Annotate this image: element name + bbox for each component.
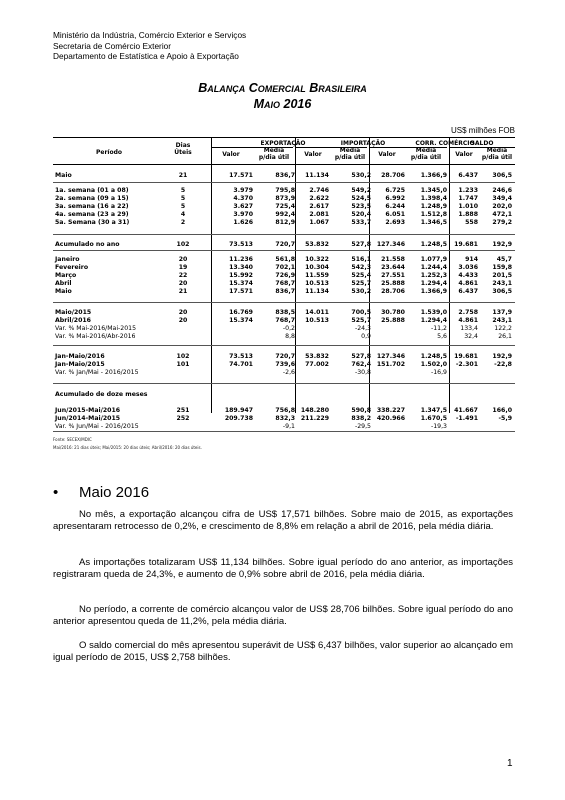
table-row [53, 272, 515, 280]
document-title [0, 81, 565, 112]
media-saldo-line2: p/dia útil [481, 154, 513, 161]
period-cell: Var. % Mai-2016/Abr-2016 [55, 333, 136, 340]
days-cell: 252 [176, 415, 190, 422]
balance-value-cell: -2.301 [455, 361, 478, 368]
trade-avg-cell: 1.398,4 [420, 195, 447, 202]
export-value-cell: 15.374 [229, 280, 253, 287]
days-cell: 20 [178, 309, 188, 316]
header-dias-line1: Dias [175, 142, 191, 149]
balance-value-cell: 558 [465, 219, 478, 226]
export-value-cell: 4.370 [233, 195, 253, 202]
header-dias [163, 142, 203, 156]
header-media-exp [253, 147, 295, 161]
import-avg-cell: 530,2 [351, 172, 371, 179]
balance-value-cell: 1.233 [458, 187, 478, 194]
balance-value-cell: 6.437 [458, 172, 478, 179]
row-group-separator [53, 302, 515, 303]
days-cell: 5 [180, 203, 186, 210]
import-value-cell: 14.011 [305, 309, 329, 316]
import-value-cell: 148.280 [300, 407, 329, 414]
balance-value-cell: 19.681 [454, 353, 478, 360]
balance-avg-cell: 306,5 [492, 172, 512, 179]
period-cell: Var. % Jan/Mai - 2016/2015 [55, 369, 139, 376]
import-avg-cell: 525,4 [351, 272, 371, 279]
export-value-cell: 13.340 [229, 264, 253, 271]
header-exportacao: EXPORTAÇÃO [260, 140, 306, 147]
balance-avg-cell: -22,8 [494, 361, 512, 368]
import-avg-cell: 527,8 [351, 353, 371, 360]
trade-avg-cell: 1.248,5 [420, 353, 447, 360]
table-row [53, 187, 515, 195]
trade-avg-cell: -11,2 [430, 325, 447, 332]
trade-value-cell: 6.051 [385, 211, 405, 218]
export-value-cell: 74.701 [229, 361, 253, 368]
secretariat-name: Secretaria de Comércio Exterior [53, 40, 172, 51]
row-group-separator [53, 383, 515, 384]
balance-avg-cell: 279,2 [492, 219, 512, 226]
export-avg-cell: 726,9 [275, 272, 295, 279]
trade-value-cell: 127.346 [376, 241, 405, 248]
import-avg-cell: 542,3 [351, 264, 371, 271]
trade-avg-cell: 1.347,5 [420, 407, 447, 414]
import-value-cell: 53.832 [305, 353, 329, 360]
media-exp-line2: p/dia útil [258, 154, 290, 161]
days-cell: 101 [176, 361, 190, 368]
media-corr-line2: p/dia útil [410, 154, 442, 161]
import-avg-cell: -30,8 [354, 369, 371, 376]
export-value-cell: 3.970 [233, 211, 253, 218]
trade-avg-cell: -16,9 [430, 369, 447, 376]
period-cell: Acumulado no ano [55, 241, 120, 248]
header-media-imp [329, 147, 371, 161]
header-corrente: CORR. COMÉRCIO [415, 140, 475, 147]
export-avg-cell: 756,8 [275, 407, 295, 414]
import-value-cell: 10.513 [305, 280, 329, 287]
import-avg-cell: 525,7 [351, 280, 371, 287]
table-top-border [53, 137, 515, 138]
table-row [53, 391, 515, 399]
row-group-separator [53, 345, 515, 346]
header-dias-line2: Úteis [174, 149, 192, 156]
period-cell: 1a. semana (01 a 08) [55, 187, 129, 194]
days-cell: 102 [176, 241, 190, 248]
media-imp-line1: Média [339, 147, 361, 154]
balance-value-cell: -1.491 [455, 415, 478, 422]
trade-value-cell: 6.244 [385, 203, 405, 210]
export-avg-cell: 836,7 [275, 172, 295, 179]
import-avg-cell: 520,4 [351, 211, 371, 218]
import-avg-cell: 700,5 [351, 309, 371, 316]
balance-avg-cell: 349,4 [492, 195, 512, 202]
export-avg-cell: 561,8 [275, 256, 295, 263]
period-cell: Abril [55, 280, 72, 287]
export-value-cell: 15.374 [229, 317, 253, 324]
trade-value-cell: 25.888 [381, 280, 405, 287]
balance-value-cell: 4.433 [458, 272, 478, 279]
trade-avg-cell: 1.539,0 [420, 309, 447, 316]
paragraph-importacao: As importações totalizaram US$ 11,134 bilhões. Sobre igual período do ano anterior, as importações registraram queda de 24,3%, e aumento de 0,9% sobre abril de 2016, pela média diária. [53, 557, 513, 580]
table-row [53, 333, 515, 341]
import-avg-cell: -24,3 [354, 325, 371, 332]
export-value-cell: 3.979 [233, 187, 253, 194]
paragraph-corrente: No período, a corrente de comércio alcançou valor de US$ 28,706 bilhões. Sobre igual período do ano anterior apresentou queda de 11,2%, pela média diária. [53, 604, 513, 627]
table-row [53, 195, 515, 203]
import-avg-cell: 0,9 [361, 333, 371, 340]
import-value-cell: 1.067 [309, 219, 329, 226]
trade-avg-cell: 1.077,9 [420, 256, 447, 263]
export-avg-cell: 768,7 [275, 317, 295, 324]
import-value-cell: 10.322 [305, 256, 329, 263]
days-cell: 5 [180, 195, 186, 202]
days-cell: 2 [180, 219, 186, 226]
table-row [53, 317, 515, 325]
table-row [53, 264, 515, 272]
trade-avg-cell: 1.502,0 [420, 361, 447, 368]
table-row [53, 369, 515, 377]
period-cell: Fevereiro [55, 264, 89, 271]
table-row [53, 415, 515, 423]
trade-value-cell: 6.992 [385, 195, 405, 202]
import-avg-cell: 549,2 [351, 187, 371, 194]
trade-avg-cell: 1.512,8 [420, 211, 447, 218]
paragraph-exportacao: No mês, a exportação alcançou cifra de US$ 17,571 bilhões. Sobre maio de 2015, as exportações apresentaram retrocesso de 0,2%, e crescimento de 8,8% em relação a abril de 2016, pela média diária. [53, 509, 513, 532]
export-value-cell: 189.947 [224, 407, 253, 414]
balance-avg-cell: 243,1 [492, 280, 512, 287]
title-line-1: Balança Comercial Brasileira [198, 81, 367, 95]
trade-value-cell: 338.227 [376, 407, 405, 414]
trade-value-cell: 151.702 [376, 361, 405, 368]
balance-value-cell: 1.888 [458, 211, 478, 218]
days-cell: 5 [180, 187, 186, 194]
table-row [53, 407, 515, 415]
period-cell: 3a. semana (16 a 22) [55, 203, 129, 210]
media-exp-line1: Média [263, 147, 285, 154]
export-avg-cell: 768,7 [275, 280, 295, 287]
row-group-separator [53, 431, 515, 432]
table-row [53, 353, 515, 361]
header-bottom-border [53, 164, 515, 165]
balance-avg-cell: 26,1 [498, 333, 512, 340]
balance-value-cell: 41.667 [454, 407, 478, 414]
header-valor-imp: Valor [304, 151, 322, 158]
trade-value-cell: 27.551 [381, 272, 405, 279]
export-value-cell: 3.627 [233, 203, 253, 210]
export-value-cell: 11.236 [229, 256, 253, 263]
trade-value-cell: 30.780 [381, 309, 405, 316]
days-cell: 20 [178, 256, 188, 263]
trade-value-cell: 23.644 [381, 264, 405, 271]
balance-avg-cell: 306,5 [492, 288, 512, 295]
balance-avg-cell: 246,6 [492, 187, 512, 194]
balance-avg-cell: 243,1 [492, 317, 512, 324]
balance-value-cell: 2.758 [458, 309, 478, 316]
export-value-cell: 73.513 [229, 353, 253, 360]
table-row [53, 256, 515, 264]
import-value-cell: 211.229 [300, 415, 329, 422]
balance-avg-cell: 45,7 [496, 256, 512, 263]
table-row [53, 423, 515, 431]
import-avg-cell: 516,1 [351, 256, 371, 263]
period-cell: Var. % Mai-2016/Mai-2015 [55, 325, 137, 332]
trade-avg-cell: 1.248,9 [420, 203, 447, 210]
import-value-cell: 2.622 [309, 195, 329, 202]
import-avg-cell: 524,5 [351, 195, 371, 202]
export-avg-cell: 720,7 [275, 353, 295, 360]
trade-value-cell: 6.725 [385, 187, 405, 194]
balance-avg-cell: 166,0 [492, 407, 512, 414]
period-cell: Jan-Maio/2015 [55, 361, 105, 368]
period-cell: Maio [55, 172, 72, 179]
period-cell: 5a. Semana (30 a 31) [55, 219, 130, 226]
export-avg-cell: 812,9 [275, 219, 295, 226]
header-media-saldo [477, 147, 517, 161]
export-value-cell: 15.992 [229, 272, 253, 279]
balance-value-cell: 133,4 [460, 325, 478, 332]
period-cell: Acumulado de doze meses [55, 391, 148, 398]
header-valor-exp: Valor [222, 151, 240, 158]
header-importacao: IMPORTAÇÃO [340, 140, 386, 147]
balance-value-cell: 914 [465, 256, 478, 263]
export-avg-cell: 795,8 [275, 187, 295, 194]
period-cell: Var. % Jun/Mai - 2016/2015 [55, 423, 139, 430]
period-cell: Abril/2016 [55, 317, 91, 324]
import-avg-cell: 533,7 [351, 219, 371, 226]
trade-value-cell: 21.558 [381, 256, 405, 263]
days-cell: 21 [178, 172, 188, 179]
ministry-name: Ministério da Indústria, Comércio Exterior e Serviços [53, 30, 247, 40]
paragraph-saldo: O saldo comercial do mês apresentou superávit de US$ 6,437 bilhões, valor superior ao alcançado em igual período de 2015, US$ 2,758 bilhões. [53, 640, 513, 663]
trade-value-cell: 2.693 [385, 219, 405, 226]
import-value-cell: 2.746 [309, 187, 329, 194]
table-row [53, 203, 515, 211]
header-valor-saldo: Valor [455, 151, 473, 158]
period-cell: 4a. semana (23 a 29) [55, 211, 129, 218]
export-avg-cell: -0,2 [282, 325, 295, 332]
department-name: Departamento de Estatística e Apoio à Exportação [53, 51, 239, 62]
period-cell: Janeiro [55, 256, 80, 263]
header-valor-corr: Valor [378, 151, 396, 158]
export-avg-cell: 832,3 [275, 415, 295, 422]
balance-avg-cell: 202,0 [492, 203, 512, 210]
import-avg-cell: 525,7 [351, 317, 371, 324]
export-avg-cell: -9,1 [282, 423, 295, 430]
period-cell: Maio [55, 288, 72, 295]
title-line-2: Maio 2016 [253, 96, 312, 111]
period-cell: 2a. semana (09 a 15) [55, 195, 129, 202]
import-value-cell: 10.304 [305, 264, 329, 271]
export-avg-cell: 836,7 [275, 288, 295, 295]
table-row [53, 361, 515, 369]
section-heading-text: Maio 2016 [79, 484, 150, 501]
trade-avg-cell: -19,3 [430, 423, 447, 430]
export-avg-cell: 8,8 [285, 333, 295, 340]
export-avg-cell: 873,9 [275, 195, 295, 202]
export-avg-cell: 725,4 [275, 203, 295, 210]
import-avg-cell: 590,8 [351, 407, 371, 414]
days-cell: 251 [176, 407, 190, 414]
table-row [53, 219, 515, 227]
table-row [53, 172, 515, 180]
trade-value-cell: 28.706 [381, 172, 405, 179]
balance-value-cell: 4.861 [458, 280, 478, 287]
media-imp-line2: p/dia útil [334, 154, 366, 161]
page-number: 1 [507, 758, 513, 769]
trade-value-cell: 127.346 [376, 353, 405, 360]
media-saldo-line1: Média [486, 147, 508, 154]
balance-value-cell: 1.010 [458, 203, 478, 210]
balance-avg-cell: 122,2 [494, 325, 512, 332]
days-cell: 22 [178, 272, 188, 279]
export-avg-cell: -2,6 [282, 369, 295, 376]
table-days-note: Mai/2016: 21 dias úteis; Mai/2015: 20 dias úteis; Abril/2016: 20 dias úteis. [53, 445, 202, 450]
trade-value-cell: 420.966 [376, 415, 405, 422]
import-avg-cell: 530,2 [351, 288, 371, 295]
row-group-separator [53, 234, 515, 235]
trade-avg-cell: 1.366,9 [420, 172, 447, 179]
export-value-cell: 209.738 [224, 415, 253, 422]
table-unit-label: US$ milhões FOB [450, 126, 515, 135]
balance-value-cell: 32,4 [464, 333, 478, 340]
export-value-cell: 17.571 [229, 172, 253, 179]
trade-avg-cell: 1.346,5 [420, 219, 447, 226]
trade-value-cell: 28.706 [381, 288, 405, 295]
import-value-cell: 2.081 [309, 211, 329, 218]
header-periodo: Período [95, 149, 123, 156]
period-cell: Jun/2014-Mai/2015 [55, 415, 121, 422]
import-value-cell: 77.002 [305, 361, 329, 368]
trade-avg-cell: 1.244,4 [420, 264, 447, 271]
balance-value-cell: 6.437 [458, 288, 478, 295]
days-cell: 19 [178, 264, 188, 271]
table-row [53, 309, 515, 317]
export-avg-cell: 720,7 [275, 241, 295, 248]
header-media-corr [405, 147, 447, 161]
table-row [53, 241, 515, 249]
trade-avg-cell: 5,6 [437, 333, 447, 340]
export-value-cell: 1.626 [233, 219, 253, 226]
balance-avg-cell: 159,8 [492, 264, 512, 271]
header-saldo: SALDO [470, 140, 494, 147]
import-avg-cell: 838,2 [351, 415, 371, 422]
import-value-cell: 11.134 [305, 288, 329, 295]
import-value-cell: 53.832 [305, 241, 329, 248]
balance-avg-cell: -5,9 [498, 415, 512, 422]
balance-avg-cell: 192,9 [492, 353, 512, 360]
days-cell: 4 [180, 211, 186, 218]
balance-avg-cell: 137,9 [492, 309, 512, 316]
table-row [53, 280, 515, 288]
balance-value-cell: 3.036 [458, 264, 478, 271]
export-avg-cell: 739,6 [275, 361, 295, 368]
table-source-note: Fonte: SECEX/MDIC [53, 437, 92, 442]
period-cell: Março [55, 272, 77, 279]
trade-avg-cell: 1.345,0 [420, 187, 447, 194]
trade-avg-cell: 1.670,5 [420, 415, 447, 422]
days-cell: 102 [176, 353, 190, 360]
days-cell: 20 [178, 280, 188, 287]
period-cell: Maio/2015 [55, 309, 92, 316]
row-group-separator [53, 182, 515, 183]
period-cell: Jun/2015-Mai/2016 [55, 407, 121, 414]
export-avg-cell: 838,5 [275, 309, 295, 316]
section-bullet: • [53, 484, 59, 501]
days-cell: 20 [178, 317, 188, 324]
trade-avg-cell: 1.252,3 [420, 272, 447, 279]
days-cell: 21 [178, 288, 188, 295]
balance-value-cell: 19.681 [454, 241, 478, 248]
import-avg-cell: 523,5 [351, 203, 371, 210]
table-row [53, 325, 515, 333]
balance-avg-cell: 472,1 [492, 211, 512, 218]
import-value-cell: 2.617 [309, 203, 329, 210]
row-group-separator [53, 250, 515, 251]
section-heading [53, 484, 149, 501]
trade-avg-cell: 1.294,4 [420, 317, 447, 324]
export-avg-cell: 702,1 [275, 264, 295, 271]
import-avg-cell: 527,8 [351, 241, 371, 248]
balance-value-cell: 1.747 [458, 195, 478, 202]
export-value-cell: 17.571 [229, 288, 253, 295]
table-row [53, 211, 515, 219]
import-value-cell: 11.559 [305, 272, 329, 279]
trade-avg-cell: 1.366,9 [420, 288, 447, 295]
import-avg-cell: -29,5 [354, 423, 371, 430]
table-row [53, 288, 515, 296]
export-avg-cell: 992,4 [275, 211, 295, 218]
export-value-cell: 73.513 [229, 241, 253, 248]
ministry-header [53, 30, 246, 62]
trade-avg-cell: 1.248,5 [420, 241, 447, 248]
trade-value-cell: 25.888 [381, 317, 405, 324]
period-cell: Jan-Maio/2016 [55, 353, 105, 360]
import-value-cell: 10.513 [305, 317, 329, 324]
balance-avg-cell: 201,5 [492, 272, 512, 279]
balance-avg-cell: 192,9 [492, 241, 512, 248]
import-avg-cell: 762,4 [351, 361, 371, 368]
media-corr-line1: Média [415, 147, 437, 154]
export-value-cell: 16.769 [229, 309, 253, 316]
import-value-cell: 11.134 [305, 172, 329, 179]
trade-avg-cell: 1.294,4 [420, 280, 447, 287]
balance-value-cell: 4.861 [458, 317, 478, 324]
